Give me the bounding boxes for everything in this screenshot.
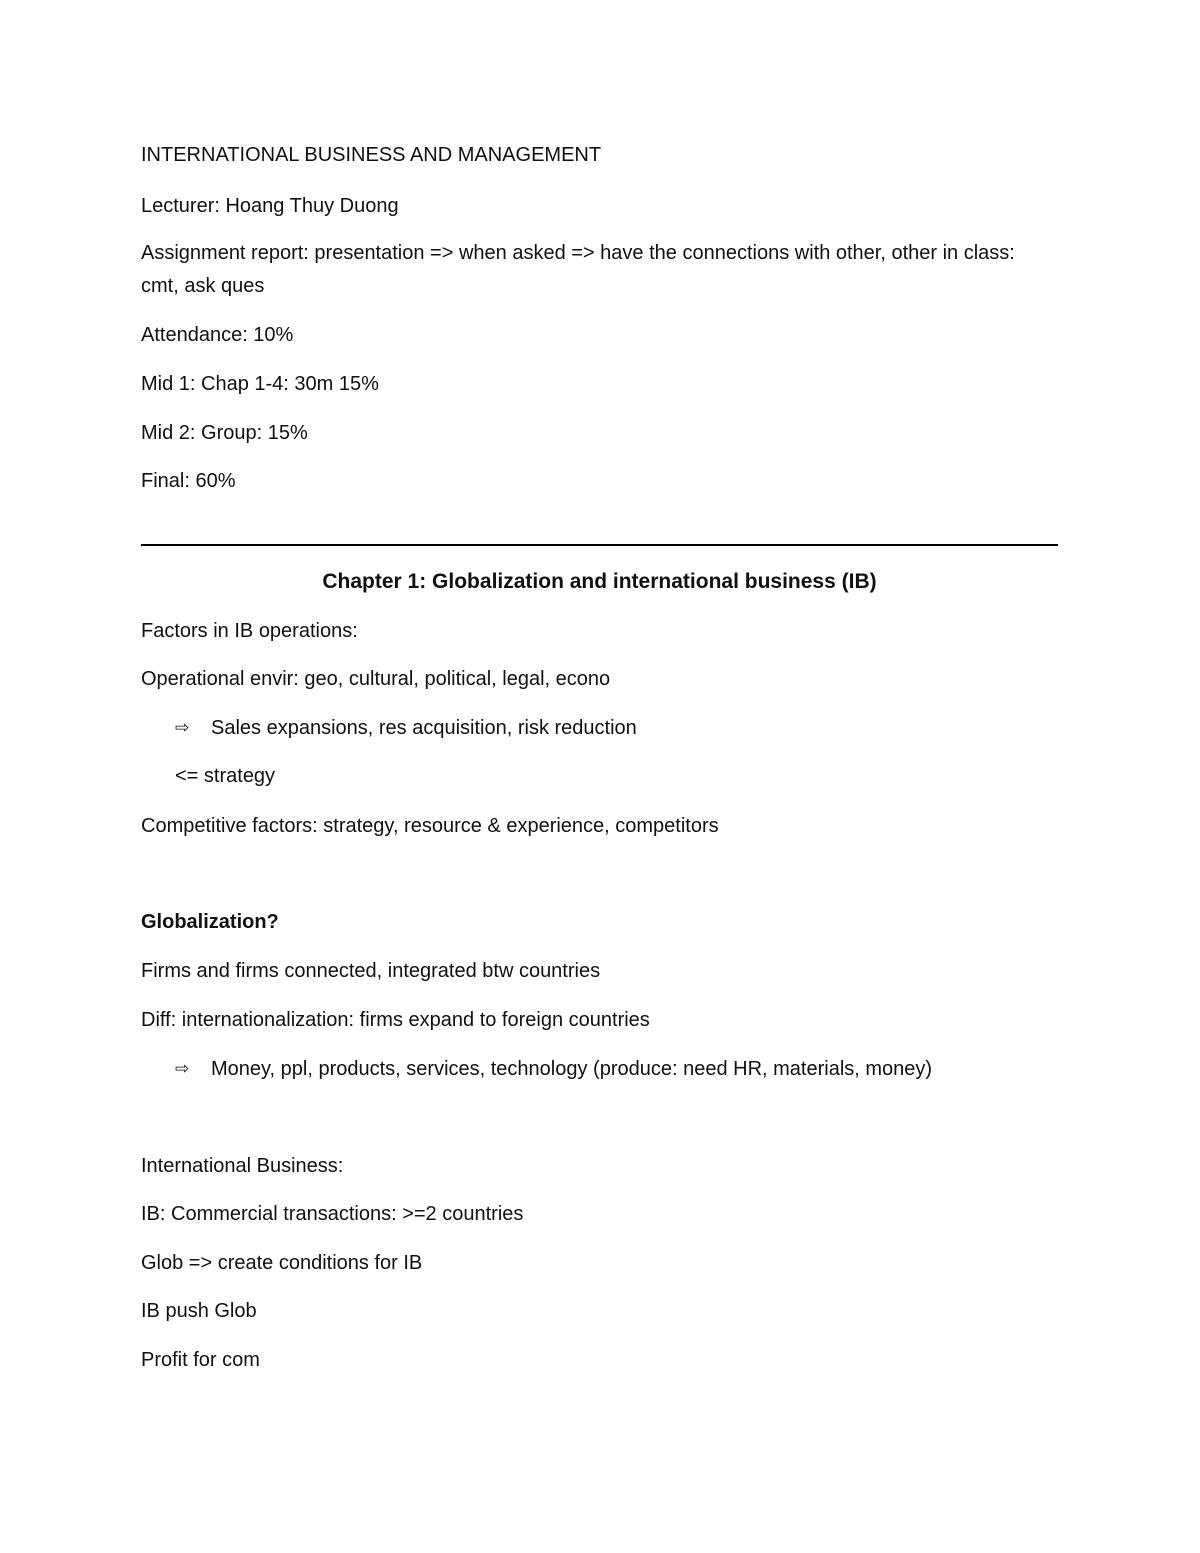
lecturer-line: Lecturer: Hoang Thuy Duong bbox=[141, 195, 399, 217]
diff-line: Diff: internationalization: firms expand to foreign countries bbox=[141, 1009, 650, 1031]
globalization-heading: Globalization? bbox=[141, 911, 279, 933]
ib-definition-line: IB: Commercial transactions: >=2 countries bbox=[141, 1203, 524, 1225]
operational-line: Operational envir: geo, cultural, political, legal, econo bbox=[141, 668, 611, 690]
money-item-text: Money, ppl, products, services, technology (produce: need HR, materials, money) bbox=[211, 1058, 933, 1080]
sales-list-item bbox=[175, 714, 637, 742]
factors-heading: Factors in IB operations: bbox=[141, 620, 358, 642]
ib-push-line: IB push Glob bbox=[141, 1300, 257, 1322]
right-arrow-outline-icon: ⇨ bbox=[175, 718, 190, 737]
attendance-line: Attendance: 10% bbox=[141, 324, 294, 346]
document-title: INTERNATIONAL BUSINESS AND MANAGEMENT bbox=[141, 144, 602, 166]
international-business-heading: International Business: bbox=[141, 1155, 344, 1177]
profit-line: Profit for com bbox=[141, 1349, 260, 1371]
final-line: Final: 60% bbox=[141, 470, 236, 492]
firms-line: Firms and firms connected, integrated btw countries bbox=[141, 960, 601, 982]
right-arrow-outline-icon: ⇨ bbox=[175, 1059, 190, 1078]
horizontal-divider bbox=[141, 544, 1058, 546]
assignment-line: Assignment report: presentation => when asked => have the connections with other, other in class: cmt, ask ques bbox=[141, 242, 1015, 297]
mid1-line: Mid 1: Chap 1-4: 30m 15% bbox=[141, 373, 379, 395]
strategy-line: <= strategy bbox=[175, 765, 276, 787]
mid2-line: Mid 2: Group: 15% bbox=[141, 422, 308, 444]
sales-item-text: Sales expansions, res acquisition, risk reduction bbox=[211, 717, 637, 739]
chapter-title: Chapter 1: Globalization and international business (IB) bbox=[322, 570, 877, 593]
glob-conditions-line: Glob => create conditions for IB bbox=[141, 1252, 423, 1274]
competitive-line: Competitive factors: strategy, resource & experience, competitors bbox=[141, 815, 719, 837]
money-list-item bbox=[175, 1055, 932, 1083]
